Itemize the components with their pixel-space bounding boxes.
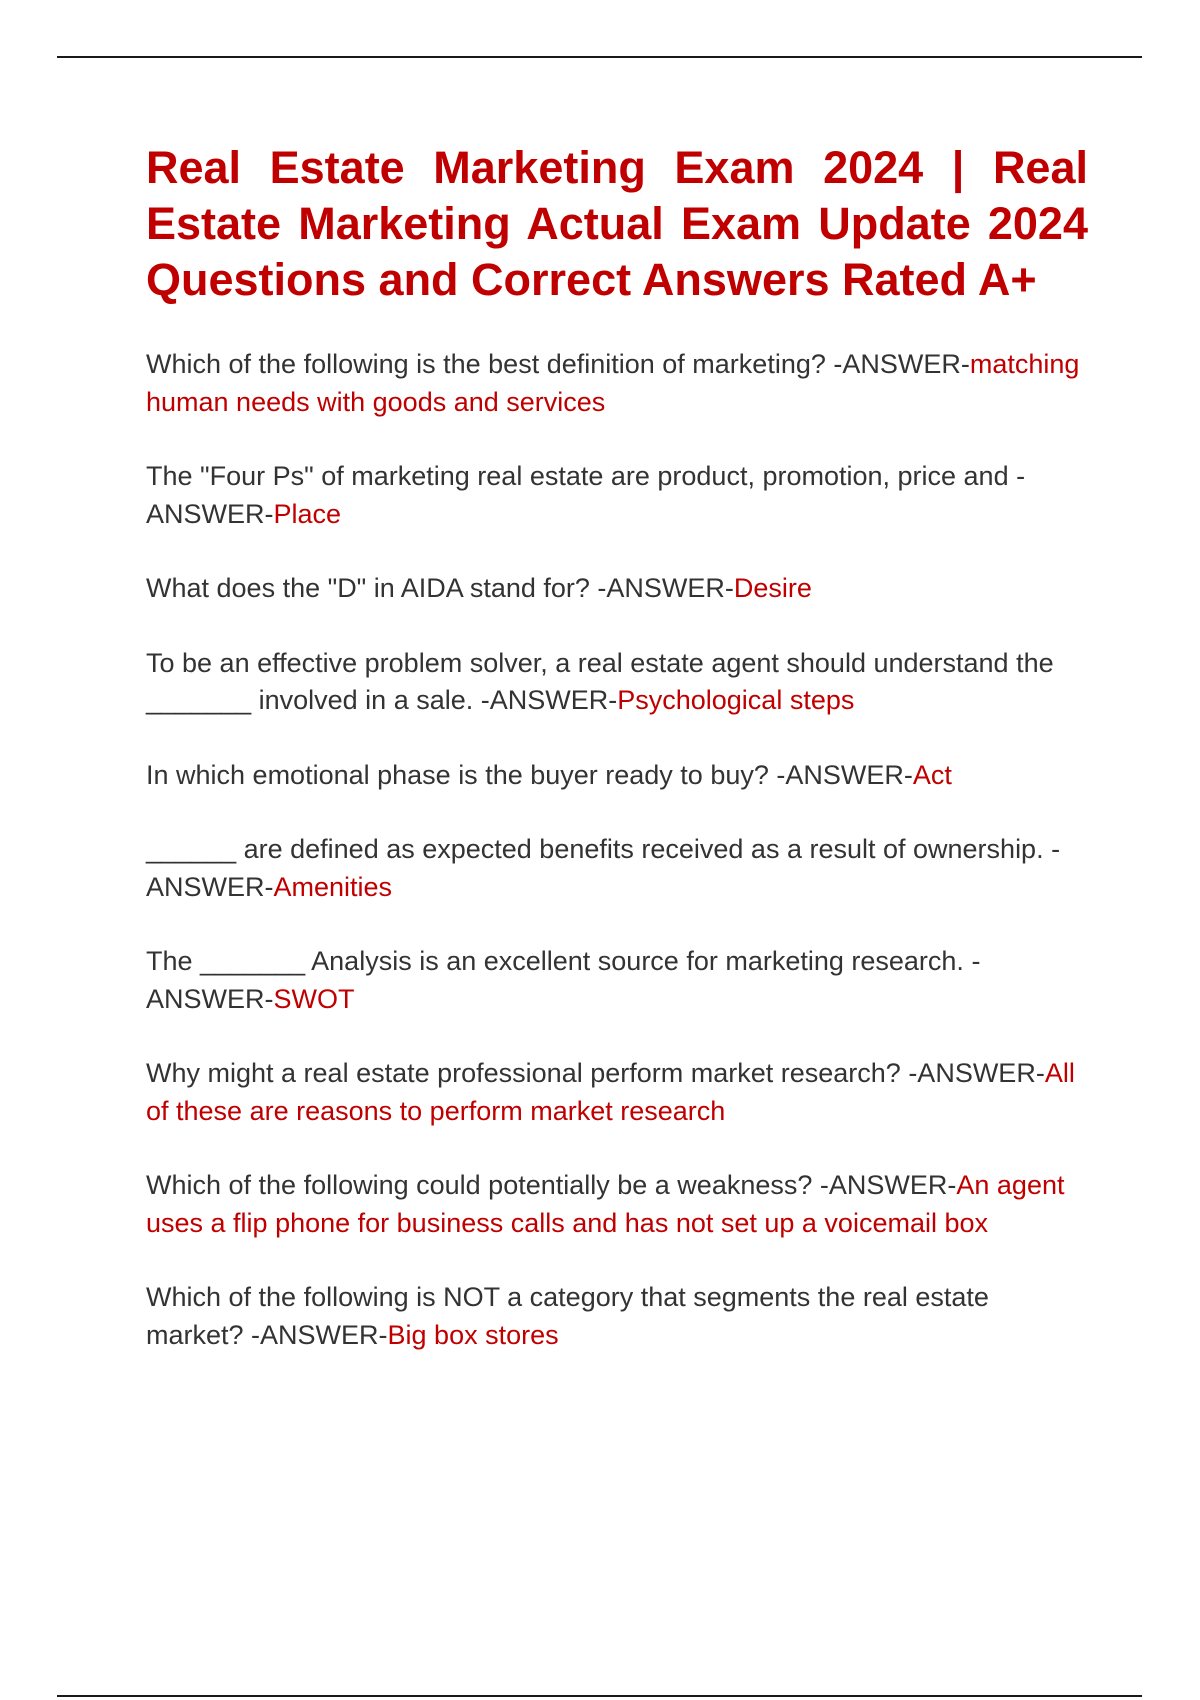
answer-text: Big box stores xyxy=(387,1319,559,1350)
qa-item xyxy=(146,757,1088,795)
qa-item xyxy=(146,831,1088,906)
question-text: ______ are defined as expected benefits received as a result of ownership. -ANSWER- xyxy=(146,834,1061,902)
answer-text: Psychological steps xyxy=(617,685,855,715)
qa-item xyxy=(146,346,1088,421)
question-text: What does the "D" in AIDA stand for? -ANSWER- xyxy=(146,573,734,603)
question-text: Why might a real estate professional perform market research? -ANSWER- xyxy=(146,1058,1045,1088)
question-text: To be an effective problem solver, a real estate agent should understand the _______ involved in a sale. -ANSWER- xyxy=(146,647,1054,715)
answer-text: All of these are reasons to perform market research xyxy=(146,1058,1075,1126)
answer-text: matching human needs with goods and services xyxy=(146,349,1080,417)
answer-text: Place xyxy=(273,498,342,529)
answer-text: SWOT xyxy=(273,983,355,1014)
answer-text: An agent uses a flip phone for business calls and has not set up a voicemail box xyxy=(146,1170,1065,1238)
question-text: Which of the following is the best definition of marketing? -ANSWER- xyxy=(146,349,970,379)
question-text: Which of the following could potentially be a weakness? -ANSWER- xyxy=(146,1170,957,1200)
answer-text: Desire xyxy=(733,573,812,603)
document-body xyxy=(146,140,1088,1391)
question-text: The _______ Analysis is an excellent source for marketing research. -ANSWER- xyxy=(146,946,981,1014)
question-text: The "Four Ps" of marketing real estate are product, promotion, price and -ANSWER- xyxy=(146,461,1026,529)
question-text: In which emotional phase is the buyer ready to buy? -ANSWER- xyxy=(146,759,913,790)
qa-item xyxy=(146,458,1088,533)
qa-item xyxy=(146,645,1088,720)
answer-text: Act xyxy=(912,759,952,790)
qa-item xyxy=(146,1279,1088,1354)
qa-item xyxy=(146,1167,1088,1242)
answer-text: Amenities xyxy=(273,871,393,902)
qa-item xyxy=(146,943,1088,1018)
bottom-rule xyxy=(57,1695,1142,1697)
qa-item xyxy=(146,570,1088,608)
top-rule xyxy=(57,56,1142,58)
document-title: Real Estate Marketing Exam 2024 | Real Estate Marketing Actual Exam Update 2024 Questions and Correct Answers Rated A+ xyxy=(146,142,1088,305)
question-text: Which of the following is NOT a category that segments the real estate market? -ANSWER- xyxy=(146,1282,989,1350)
qa-list xyxy=(146,346,1088,1354)
qa-item xyxy=(146,1055,1088,1130)
